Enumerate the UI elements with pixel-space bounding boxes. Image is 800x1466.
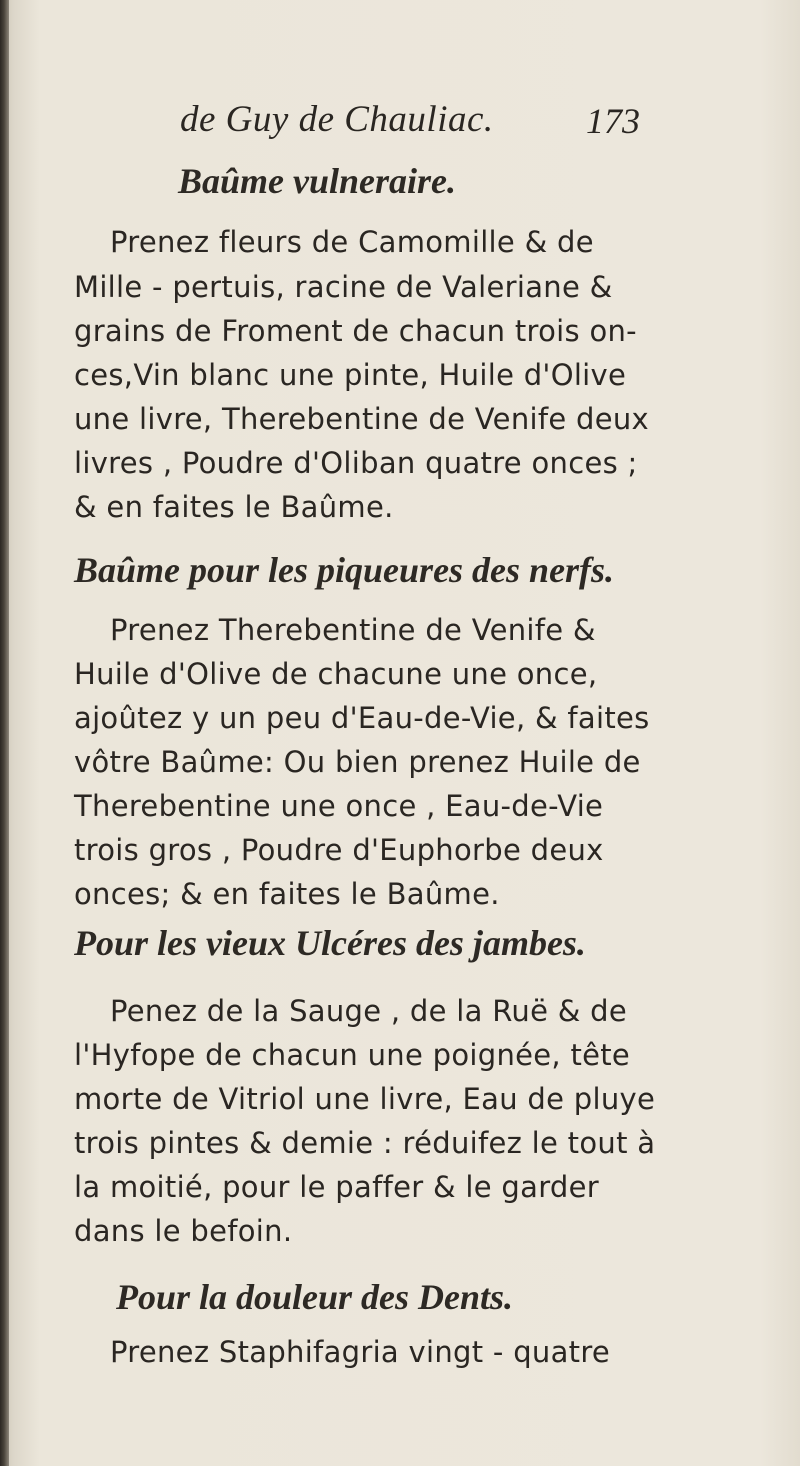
section-heading: Baûme pour les piqueures des nerfs. <box>74 550 615 590</box>
text-line: trois gros , Poudre d'Euphorbe deux <box>74 833 604 867</box>
text-line: la moitié, pour le paffer & le garder <box>74 1170 599 1204</box>
section-heading: Pour les vieux Ulcéres des jambes. <box>74 923 586 963</box>
text-line: & en faites le Baûme. <box>74 490 394 524</box>
text-line: l'Hyfope de chacun une poignée, tête <box>74 1038 631 1072</box>
text-line: trois pintes & demie : réduifez le tout à <box>74 1126 656 1160</box>
text-line: morte de Vitriol une livre, Eau de pluye <box>74 1082 656 1116</box>
running-title: de Guy de Chauliac. <box>180 99 494 140</box>
text-line: Prenez fleurs de Camomille & de <box>110 225 594 259</box>
text-line: livres , Poudre d'Oliban quatre onces ; <box>74 446 638 480</box>
text-line: Therebentine une once , Eau-de-Vie <box>74 789 604 823</box>
text-line: Huile d'Olive de chacune une once, <box>74 657 598 691</box>
text-line: Penez de la Sauge , de la Ruë & de <box>110 994 628 1028</box>
text-line: une livre, Therebentine de Venife deux <box>74 402 650 436</box>
text-line: Prenez Staphifagria vingt - quatre <box>110 1335 611 1369</box>
page-number: 173 <box>586 101 640 141</box>
page-gutter-shadow <box>0 0 9 1466</box>
text-line: grains de Froment de chacun trois on- <box>74 314 637 348</box>
text-line: ajoûtez y un peu d'Eau-de-Vie, & faites <box>74 701 650 735</box>
page-header <box>0 98 800 148</box>
text-line: onces; & en faites le Baûme. <box>74 877 500 911</box>
text-line: Mille - pertuis, racine de Valeriane & <box>74 270 613 304</box>
text-line: vôtre Baûme: Ou bien prenez Huile de <box>74 745 641 779</box>
text-line: Prenez Therebentine de Venife & <box>110 613 596 647</box>
text-line: dans le befoin. <box>74 1214 293 1248</box>
section-heading: Pour la douleur des Dents. <box>116 1277 514 1317</box>
section-heading: Baûme vulneraire. <box>178 161 457 201</box>
text-line: ces,Vin blanc une pinte, Huile d'Olive <box>74 358 627 392</box>
